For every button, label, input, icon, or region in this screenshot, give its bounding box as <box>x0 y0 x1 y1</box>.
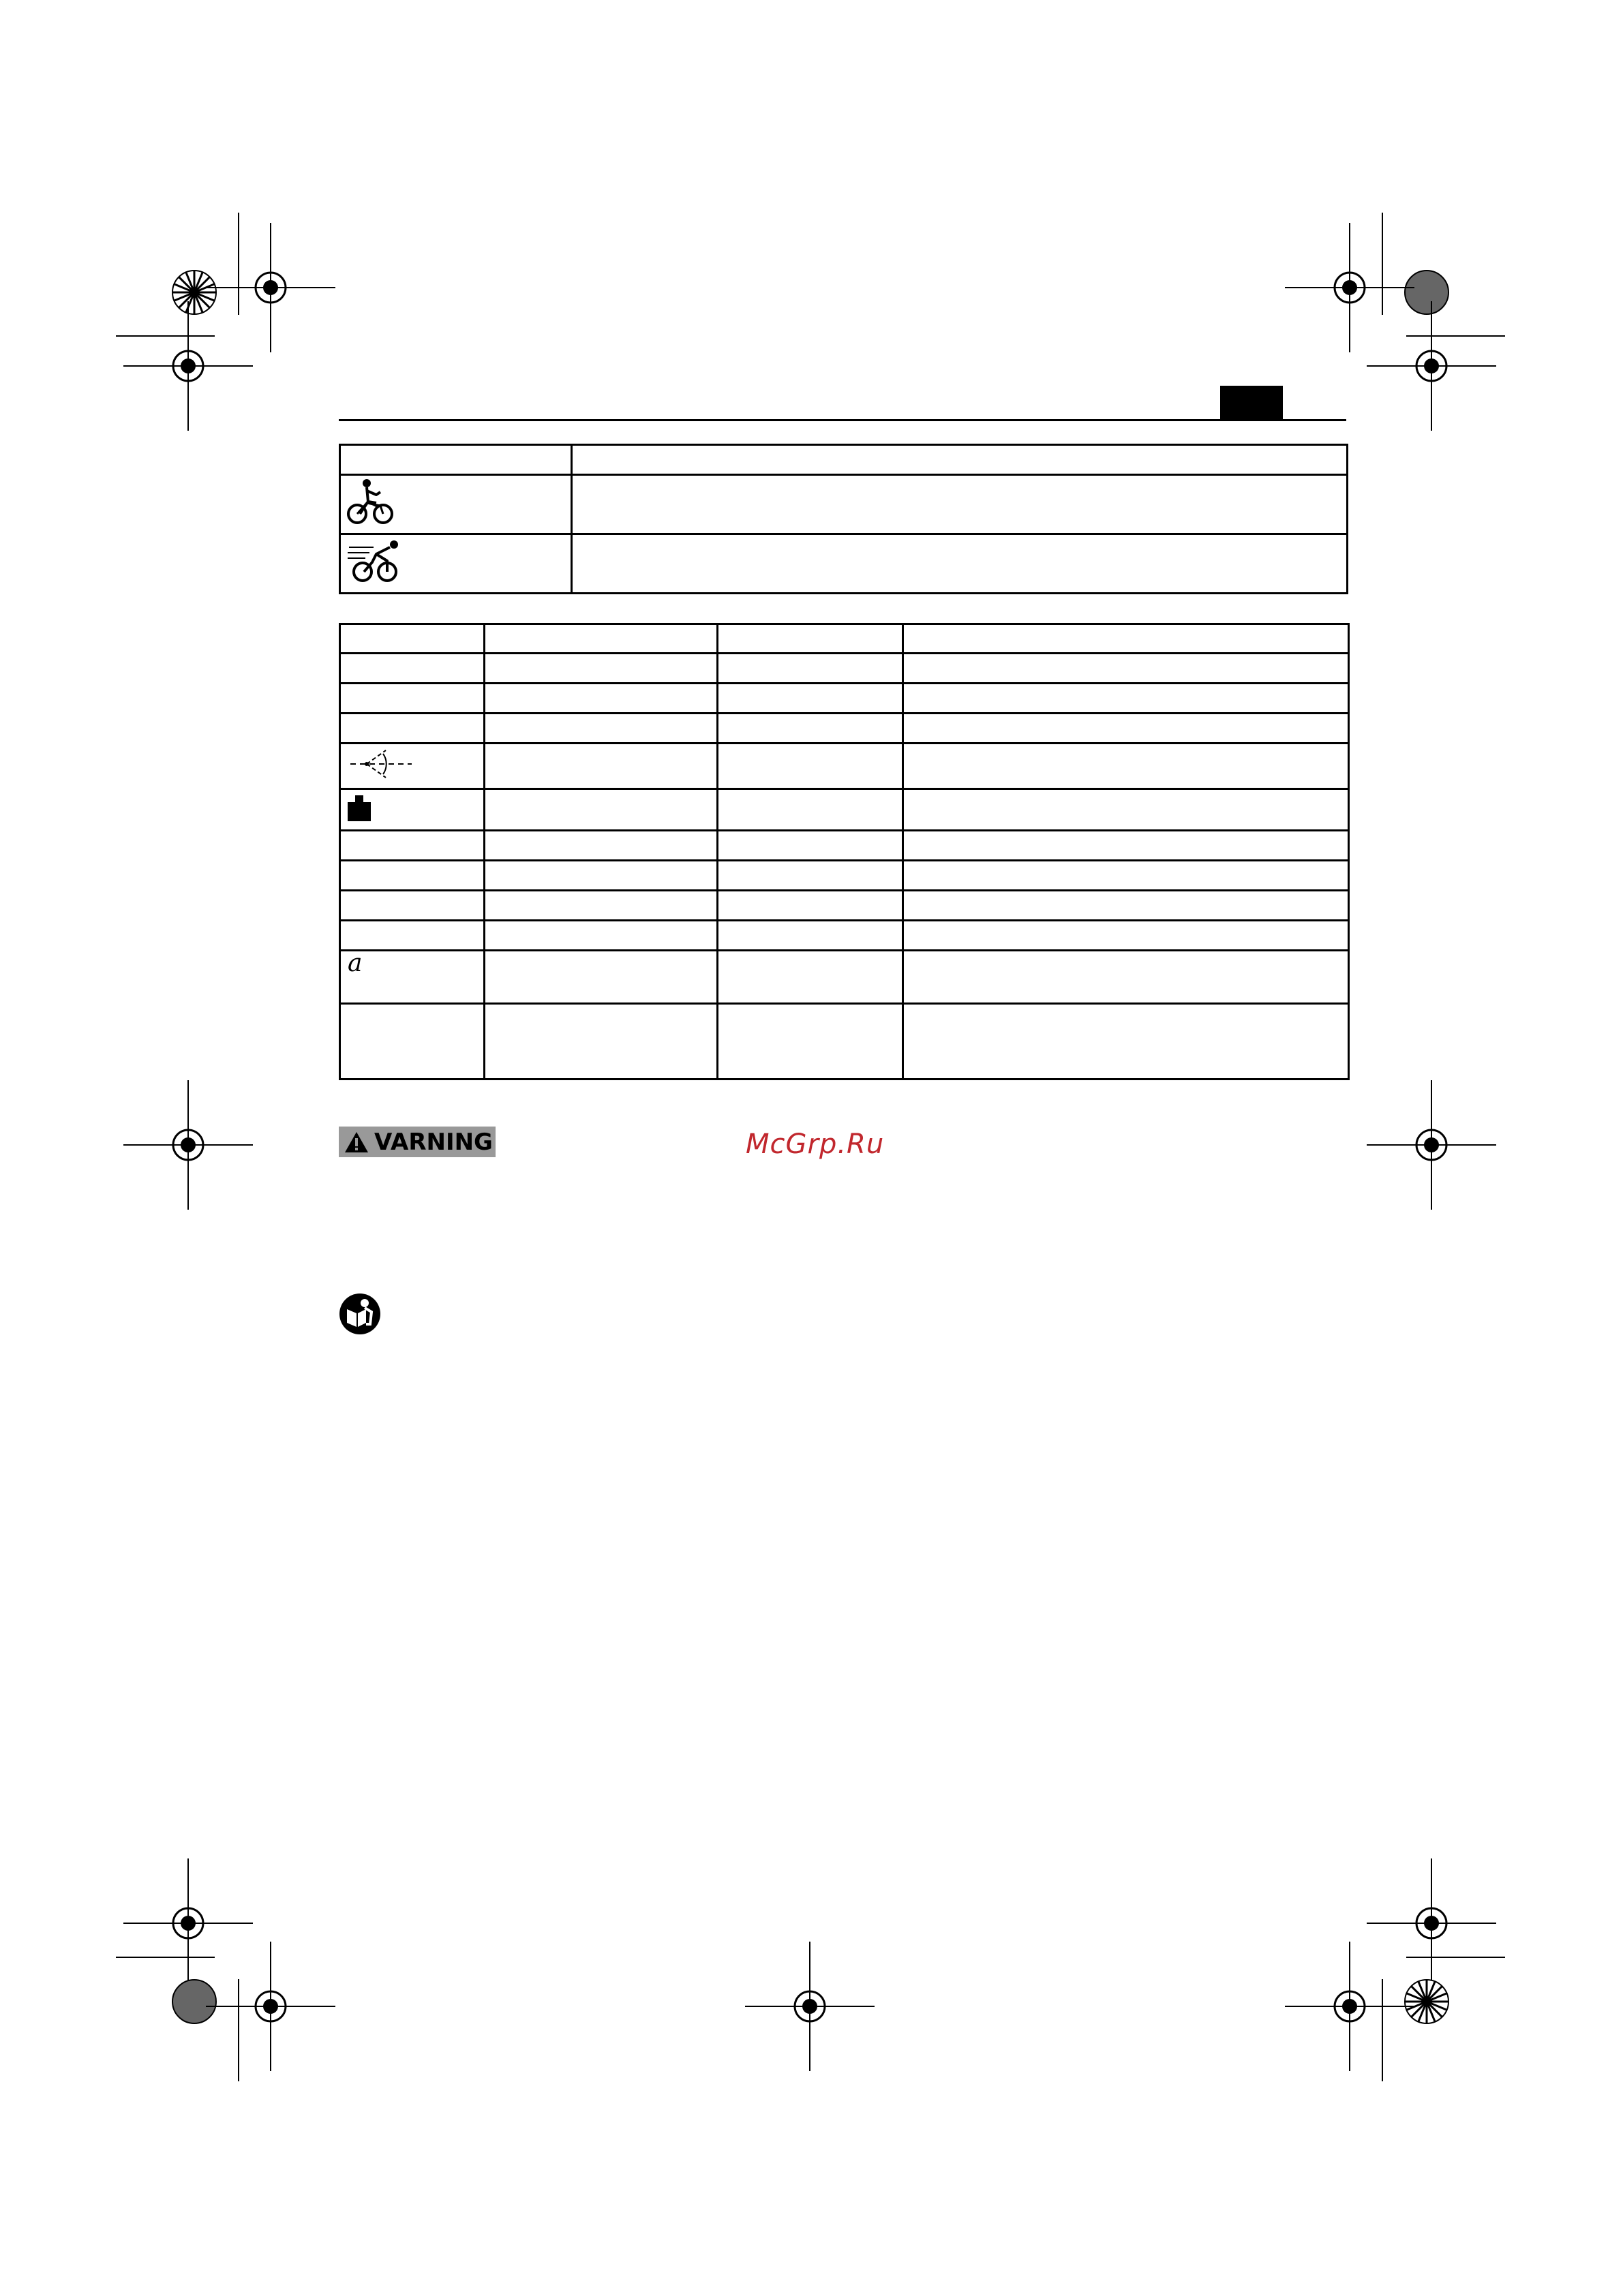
spec-value <box>718 831 903 861</box>
spec-value <box>718 744 903 789</box>
sunburst-mark-top-left <box>172 271 216 314</box>
registration-mark-bottom-right-2 <box>1285 1942 1414 2071</box>
spec-param <box>340 654 485 684</box>
spec-value <box>718 654 903 684</box>
read-manual-icon <box>339 1293 381 1335</box>
spec-param <box>340 891 485 921</box>
registration-mark-top-left-1 <box>206 223 335 352</box>
spec-value <box>718 891 903 921</box>
spec-value <box>485 684 718 714</box>
spec-row <box>340 684 1349 714</box>
spec-value <box>718 1004 903 1080</box>
mode-icon-cell <box>340 534 572 594</box>
spec-row <box>340 744 1349 789</box>
registration-mark-bottom-left-1 <box>123 1858 253 1988</box>
spec-value <box>903 714 1349 744</box>
sunburst-mark-bottom-right <box>1405 1980 1448 2023</box>
spec-value <box>718 684 903 714</box>
warning-text: VARNING <box>374 1128 493 1156</box>
spec-row <box>340 951 1349 1004</box>
spec-value <box>718 789 903 831</box>
spec-param <box>340 744 485 789</box>
spec-param <box>340 684 485 714</box>
spec-value <box>903 831 1349 861</box>
spec-param <box>340 1004 485 1080</box>
registration-mark-middle-left <box>123 1080 253 1210</box>
cyclist-upright-icon <box>346 478 394 526</box>
cyclist-racing-icon <box>346 538 401 585</box>
gray-mark-bottom-left <box>172 1980 216 2023</box>
spec-value <box>903 1004 1349 1080</box>
spec-row <box>340 891 1349 921</box>
language-tab <box>1220 386 1283 420</box>
mode-row <box>340 534 1348 594</box>
spec-param <box>340 714 485 744</box>
spec-value <box>903 789 1349 831</box>
spec-row <box>340 1004 1349 1080</box>
registration-mark-top-right-2 <box>1367 301 1496 431</box>
angle-icon <box>346 747 414 781</box>
mode-header-cell <box>572 445 1348 475</box>
mode-row <box>340 475 1348 534</box>
spec-value <box>485 891 718 921</box>
spec-table <box>339 623 1350 1080</box>
mode-table-header <box>340 445 1348 475</box>
spec-value <box>718 951 903 1004</box>
spec-value <box>903 951 1349 1004</box>
spec-value <box>485 654 718 684</box>
spec-value <box>485 1004 718 1080</box>
spec-value <box>903 861 1349 891</box>
spec-header-cell <box>903 624 1349 654</box>
mode-description <box>572 475 1348 534</box>
spec-value <box>718 921 903 951</box>
spec-row <box>340 654 1349 684</box>
gray-mark-top-right <box>1405 271 1448 314</box>
warning-label <box>339 1127 496 1157</box>
spec-row <box>340 861 1349 891</box>
spec-value <box>485 714 718 744</box>
spec-value <box>903 744 1349 789</box>
spec-value <box>903 654 1349 684</box>
watermark: McGrp.Ru <box>746 1129 885 1160</box>
warning-triangle-icon <box>344 1131 369 1153</box>
spec-value <box>718 714 903 744</box>
spec-value <box>485 921 718 951</box>
spec-header-cell <box>718 624 903 654</box>
spec-value <box>485 951 718 1004</box>
spec-value <box>485 744 718 789</box>
spec-param <box>340 831 485 861</box>
mode-icon-cell <box>340 475 572 534</box>
spec-header-cell <box>340 624 485 654</box>
spec-value <box>903 921 1349 951</box>
spec-value <box>718 861 903 891</box>
weight-icon <box>346 793 374 823</box>
header-rule <box>339 419 1346 421</box>
spec-table-header <box>340 624 1349 654</box>
spec-value <box>903 891 1349 921</box>
mode-description <box>572 534 1348 594</box>
spec-value <box>485 831 718 861</box>
registration-mark-middle-right <box>1367 1080 1496 1210</box>
spec-param <box>340 921 485 951</box>
acceleration-symbol: a <box>348 949 363 977</box>
mode-header-cell <box>340 445 572 475</box>
spec-header-cell <box>485 624 718 654</box>
spec-value <box>903 684 1349 714</box>
registration-mark-bottom-center <box>745 1942 875 2071</box>
registration-mark-bottom-right-1 <box>1367 1858 1496 1988</box>
registration-mark-top-left-2 <box>123 301 253 431</box>
registration-mark-bottom-left-2 <box>206 1942 335 2071</box>
spec-param <box>340 951 485 1004</box>
spec-param <box>340 789 485 831</box>
mode-table <box>339 444 1348 594</box>
spec-row <box>340 714 1349 744</box>
spec-value <box>485 861 718 891</box>
spec-row <box>340 831 1349 861</box>
spec-value <box>485 789 718 831</box>
spec-row <box>340 789 1349 831</box>
spec-param <box>340 861 485 891</box>
spec-row <box>340 921 1349 951</box>
registration-mark-top-right-1 <box>1285 223 1414 352</box>
